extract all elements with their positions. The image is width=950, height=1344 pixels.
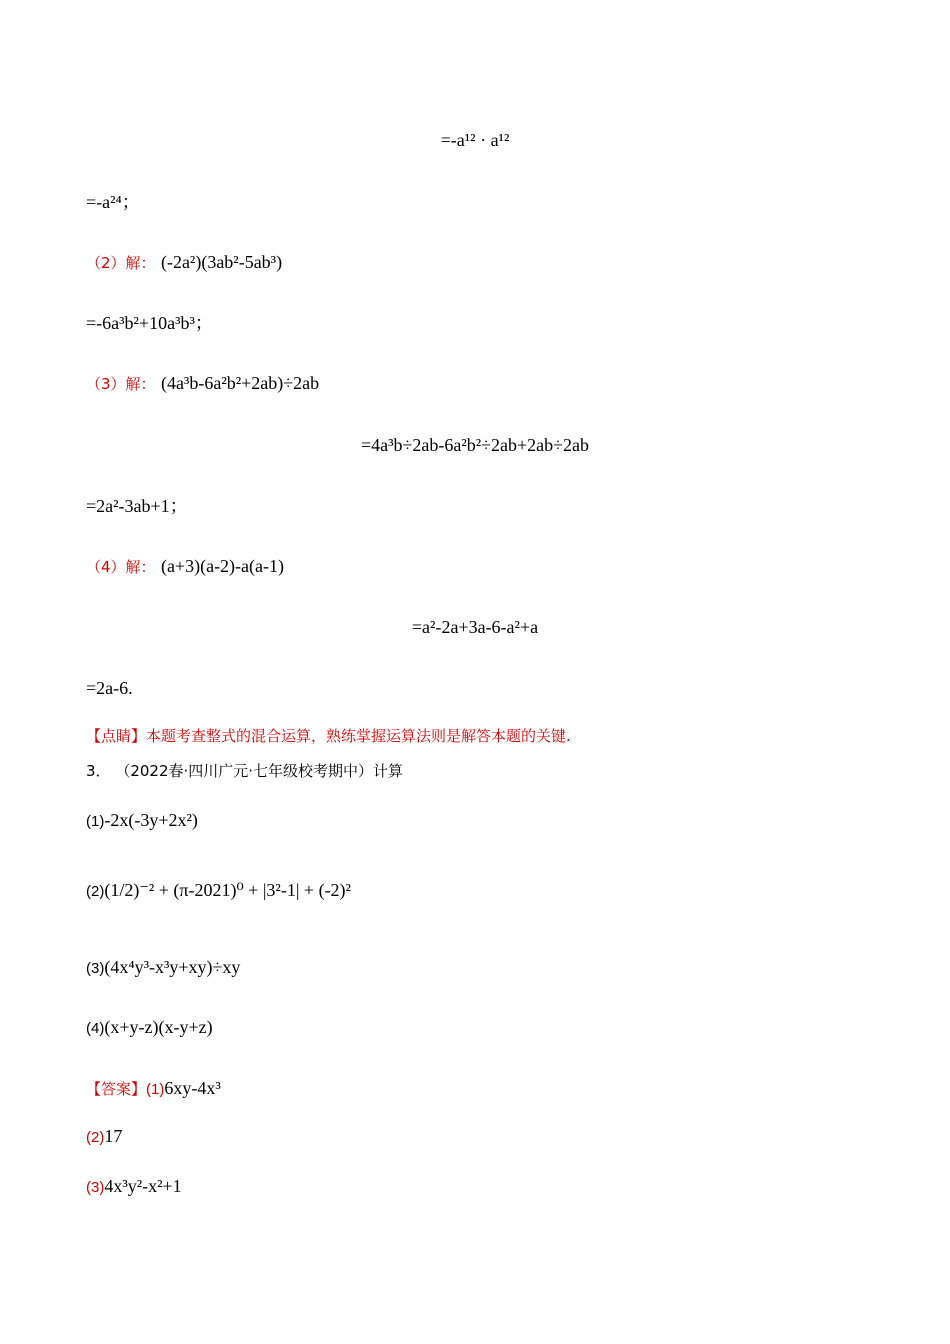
answer-line-1 <box>86 1076 221 1102</box>
problem-item-expression: (1/2)⁻² + (π-2021)⁰ + |3²-1| + (-2)² <box>104 880 351 900</box>
note-text: 本题考查整式的混合运算，熟练掌握运算法则是解答本题的关键. <box>146 727 571 745</box>
problem-item-3 <box>86 955 240 981</box>
answer-item-label: (1) <box>146 1081 165 1098</box>
problem-item-expression: (4x⁴y³-x³y+xy)÷xy <box>104 957 241 977</box>
step-line-3: =-6a³b²+10a³b³； <box>86 313 213 333</box>
problem-number: 3． <box>86 762 111 780</box>
answer-item-value: 17 <box>104 1126 123 1146</box>
step-line-2: =-a²⁴； <box>86 192 140 212</box>
problem-source: （2022春·四川广元·七年级校考期中）计算 <box>115 762 404 780</box>
step-line-1: =-a¹² · a¹² <box>440 130 510 150</box>
part-2-expression: (-2a²)(3ab²-5ab³) <box>160 252 283 272</box>
problem-item-1 <box>86 808 198 834</box>
step-line-5: =2a²-3ab+1； <box>86 496 188 516</box>
part-2-line <box>86 250 282 275</box>
part-4-line <box>86 554 284 579</box>
part-3-line <box>86 371 319 396</box>
answer-item-label: (3) <box>86 1179 105 1196</box>
part-4-label: （4）解： <box>86 558 156 576</box>
part-3-expression: (4a³b-6a²b²+2ab)÷2ab <box>160 373 320 393</box>
note-label: 【点睛】 <box>86 727 147 745</box>
problem-item-2 <box>86 878 351 904</box>
problem-item-label: (3) <box>86 960 105 977</box>
step-line-7: =2a-6. <box>86 678 133 698</box>
answer-item-value: 6xy-4x³ <box>164 1078 221 1098</box>
part-2-label: （2）解： <box>86 254 156 272</box>
problem-item-label: (4) <box>86 1020 105 1037</box>
part-4-expression: (a+3)(a-2)-a(a-1) <box>160 556 285 576</box>
step-line-4: =4a³b÷2ab-6a²b²÷2ab+2ab÷2ab <box>360 435 590 455</box>
answer-line-3 <box>86 1174 182 1200</box>
answer-item-label: (2) <box>86 1129 105 1146</box>
problem-heading <box>86 759 403 783</box>
problem-item-4 <box>86 1015 213 1041</box>
problem-item-label: (2) <box>86 883 105 900</box>
note-line <box>86 724 571 748</box>
problem-item-expression: -2x(-3y+2x²) <box>104 810 198 830</box>
answer-label: 【答案】 <box>86 1080 147 1098</box>
part-3-label: （3）解： <box>86 375 156 393</box>
step-line-6: =a²-2a+3a-6-a²+a <box>411 617 539 637</box>
answer-line-2 <box>86 1124 122 1150</box>
problem-item-expression: (x+y-z)(x-y+z) <box>104 1017 213 1037</box>
problem-item-label: (1) <box>86 813 105 830</box>
answer-item-value: 4x³y²-x²+1 <box>104 1176 182 1196</box>
